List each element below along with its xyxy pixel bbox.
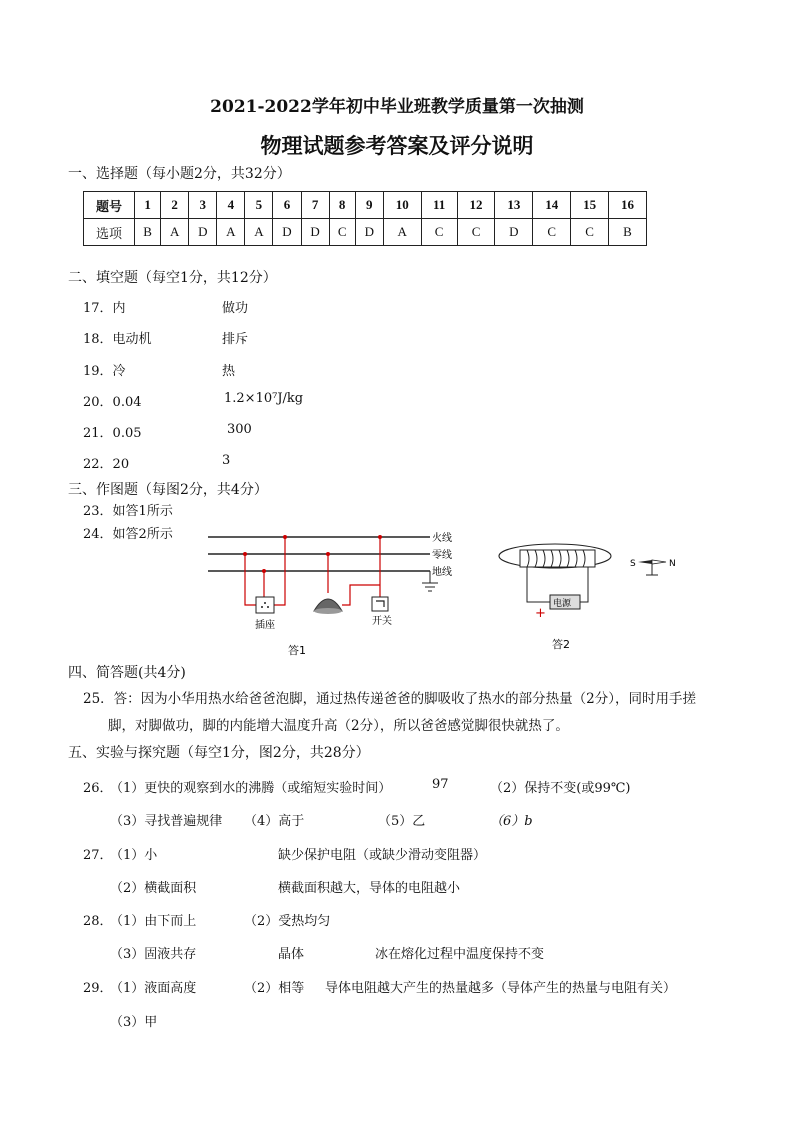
q26-number: 26． bbox=[83, 781, 113, 796]
section3-heading: 三、作图题（每图2分，共4分） bbox=[68, 482, 268, 498]
power-source-label: 电源 bbox=[553, 599, 572, 609]
section5-heading: 五、实验与探究题（每空1分，图2分，共28分） bbox=[68, 745, 370, 761]
south-pole-label: S bbox=[630, 559, 636, 569]
fill-answer-20b: 1.2×10⁷J/kg bbox=[224, 391, 304, 406]
q29-part2-conclusion: 导体电阻越大产生的热量越多（导体产生的热量与电阻有关） bbox=[325, 981, 677, 996]
ground-wire-label: 地线 bbox=[432, 567, 452, 578]
fill-item-18: 18．电动机 bbox=[83, 332, 152, 347]
exam-title: 2021-2022学年初中毕业班教学质量第一次抽测 bbox=[210, 97, 584, 117]
answer-choice-cell: C bbox=[533, 219, 571, 246]
fill-answer-21b: 300 bbox=[227, 422, 252, 437]
answer-choice-cell: A bbox=[383, 219, 421, 246]
question-number-cell: 7 bbox=[301, 192, 329, 219]
answer-choice-cell: D bbox=[189, 219, 217, 246]
q27-number: 27． bbox=[83, 848, 113, 863]
circuit-figure-1 bbox=[200, 525, 470, 660]
fill-answer-18b: 排斥 bbox=[222, 332, 249, 347]
switch-label: 开关 bbox=[372, 616, 392, 627]
question-number-cell: 1 bbox=[135, 192, 161, 219]
q26-part2: （2）保持不变(或99℃) bbox=[490, 781, 631, 796]
answer-choice-cell: D bbox=[495, 219, 533, 246]
q26-part3: （3）寻找普遍规律 bbox=[110, 814, 223, 829]
question-number-cell: 15 bbox=[571, 192, 609, 219]
q26-part1-value: 97 bbox=[432, 777, 449, 792]
question-number-cell: 14 bbox=[533, 192, 571, 219]
answer-choice-cell: A bbox=[245, 219, 273, 246]
section4-heading: 四、简答题(共4分) bbox=[68, 665, 186, 681]
table-row-answers bbox=[84, 219, 647, 246]
question-number-cell: 3 bbox=[189, 192, 217, 219]
question-number-cell: 2 bbox=[161, 192, 189, 219]
answer-choice-cell: B bbox=[608, 219, 646, 246]
question-number-cell: 8 bbox=[329, 192, 355, 219]
q27-part1-reason: 缺少保护电阻（或缺少滑动变阻器） bbox=[278, 848, 487, 863]
q26-part6: （6）b bbox=[490, 814, 533, 829]
q27-part2-conclusion: 横截面积越大，导体的电阻越小 bbox=[278, 881, 461, 896]
fill-answer-19b: 热 bbox=[222, 364, 236, 379]
fill-answer-22b: 3 bbox=[222, 453, 231, 468]
question-number-cell: 10 bbox=[383, 192, 421, 219]
answer-choice-cell: D bbox=[273, 219, 301, 246]
figure-2-caption: 答2 bbox=[552, 638, 570, 651]
fill-item-17: 17．内 bbox=[83, 301, 126, 316]
row-label: 选项 bbox=[84, 219, 135, 246]
electromagnet-figure-2 bbox=[495, 535, 695, 655]
question-number-cell: 16 bbox=[608, 192, 646, 219]
question-number-cell: 5 bbox=[245, 192, 273, 219]
fill-item-20: 20．0.04 bbox=[83, 395, 142, 410]
plus-sign-label: + bbox=[535, 606, 546, 621]
answer-choice-cell: C bbox=[571, 219, 609, 246]
socket-icon bbox=[256, 597, 274, 613]
q26-part4: （4）高于 bbox=[244, 814, 305, 829]
q29-part1: （1）液面高度 bbox=[110, 981, 197, 996]
answer-choice-cell: A bbox=[217, 219, 245, 246]
q26-part1: （1）更快的观察到水的沸腾（或缩短实验时间） bbox=[110, 781, 392, 796]
q24-answer: 24．如答2所示 bbox=[83, 527, 173, 542]
q28-number: 28． bbox=[83, 914, 113, 929]
figure-1-caption: 答1 bbox=[288, 644, 306, 657]
question-number-cell: 9 bbox=[355, 192, 383, 219]
answer-choice-cell: C bbox=[421, 219, 457, 246]
north-pole-label: N bbox=[669, 559, 676, 569]
answer-choice-cell: C bbox=[329, 219, 355, 246]
q28-part3: （3）固液共存 bbox=[110, 947, 197, 962]
q28-part1: （1）由下而上 bbox=[110, 914, 197, 929]
table-row-numbers bbox=[84, 192, 647, 219]
q29-part3: （3）甲 bbox=[110, 1015, 158, 1030]
neutral-wire-label: 零线 bbox=[432, 550, 452, 561]
fill-item-21: 21．0.05 bbox=[83, 426, 142, 441]
question-number-cell: 11 bbox=[421, 192, 457, 219]
q29-number: 29． bbox=[83, 981, 113, 996]
q28-part3-reason: 冰在熔化过程中温度保持不变 bbox=[375, 947, 545, 962]
answer-choice-cell: B bbox=[135, 219, 161, 246]
question-number-cell: 13 bbox=[495, 192, 533, 219]
switch-icon bbox=[372, 597, 388, 611]
q29-part2: （2）相等 bbox=[244, 981, 305, 996]
fill-item-19: 19．冷 bbox=[83, 364, 126, 379]
answer-key-title: 物理试题参考答案及评分说明 bbox=[260, 133, 534, 158]
q28-part3-type: 晶体 bbox=[278, 947, 305, 962]
q26-part5: （5）乙 bbox=[378, 814, 426, 829]
question-number-cell: 4 bbox=[217, 192, 245, 219]
q28-part2: （2）受热均匀 bbox=[244, 914, 331, 929]
q27-part1: （1）小 bbox=[110, 848, 158, 863]
answer-choice-cell: D bbox=[301, 219, 329, 246]
live-wire-label: 火线 bbox=[432, 533, 452, 544]
fill-item-22: 22．20 bbox=[83, 457, 130, 472]
socket-label: 插座 bbox=[255, 620, 275, 631]
answer-choice-cell: A bbox=[161, 219, 189, 246]
question-number-cell: 6 bbox=[273, 192, 301, 219]
row-label: 题号 bbox=[84, 192, 135, 219]
q27-part2: （2）横截面积 bbox=[110, 881, 197, 896]
answer-choice-cell: C bbox=[457, 219, 495, 246]
answer-choice-cell: D bbox=[355, 219, 383, 246]
question-number-cell: 12 bbox=[457, 192, 495, 219]
section2-heading: 二、填空题（每空1分，共12分） bbox=[68, 270, 277, 286]
q25-answer-line2: 脚，对脚做功，脚的内能增大温度升高（2分），所以爸爸感觉脚很快就热了。 bbox=[108, 718, 569, 734]
multiple-choice-answer-table bbox=[83, 191, 647, 246]
section1-heading: 一、选择题（每小题2分，共32分） bbox=[68, 166, 291, 182]
q23-answer: 23．如答1所示 bbox=[83, 504, 173, 519]
q25-answer-line1: 25．答：因为小华用热水给爸爸泡脚，通过热传递爸爸的脚吸收了热水的部分热量（2分），同时用手搓 bbox=[83, 691, 697, 707]
fill-answer-17b: 做功 bbox=[222, 301, 249, 316]
